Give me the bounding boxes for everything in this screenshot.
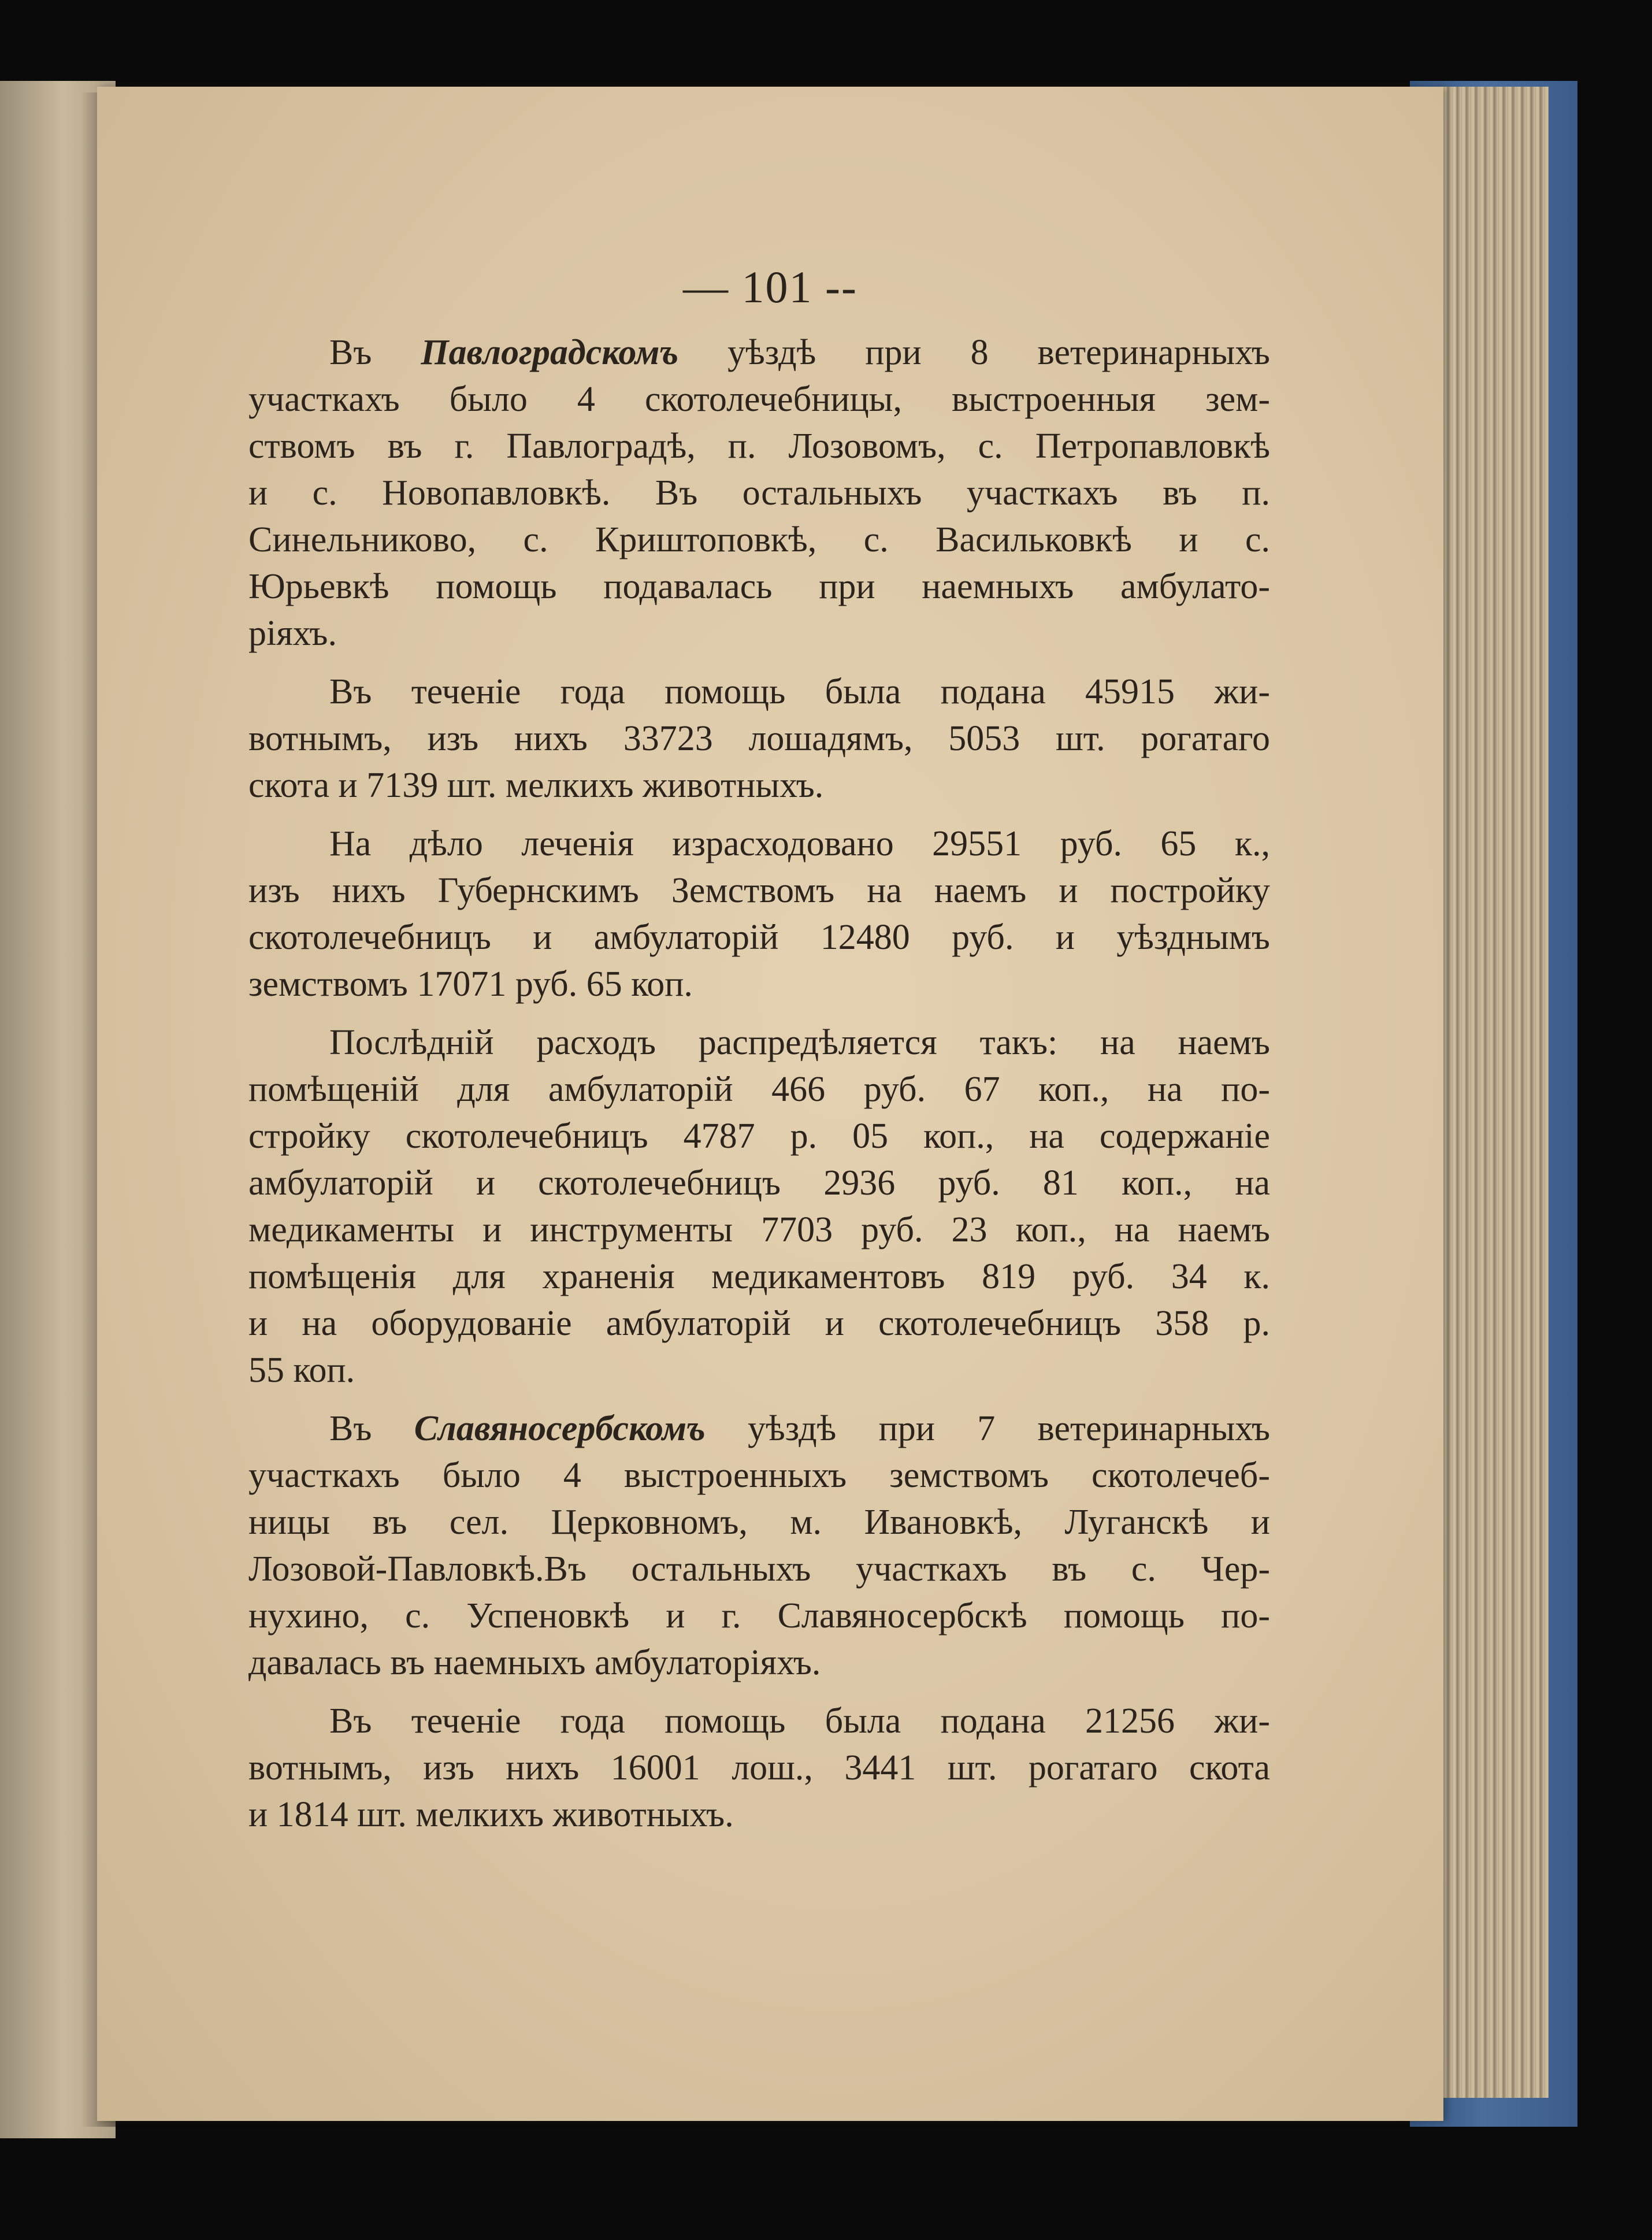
text-line	[248, 961, 1270, 1008]
text-line	[248, 762, 1270, 809]
page-edges	[1433, 87, 1549, 2098]
line-text: вотнымъ, изъ нихъ 33723 лошадямъ, 5053 шт. рогатаго	[248, 719, 1270, 758]
line-text: земствомъ 17071 руб. 65 коп.	[248, 965, 693, 1004]
text-line	[248, 1300, 1270, 1347]
line-text: скотолечебницъ и амбулаторій 12480 руб. и уѣзднымъ	[248, 918, 1270, 957]
line-text: Въ	[329, 333, 421, 372]
line-text: На дѣло леченія израсходовано 29551 руб. 65 к.,	[329, 824, 1270, 863]
line-text: скота и 7139 шт. мелкихъ животныхъ.	[248, 766, 824, 805]
text-line	[248, 517, 1270, 563]
text-line	[248, 1640, 1270, 1686]
paragraph	[248, 669, 1270, 809]
line-text: Послѣдній расходъ распредѣляется такъ: на наемъ	[329, 1023, 1270, 1062]
text-line	[248, 329, 1270, 376]
line-text: 55 коп.	[248, 1351, 355, 1390]
line-text: участкахъ было 4 скотолечебницы, выстроенныя зем-	[248, 380, 1270, 419]
text-line	[248, 1019, 1270, 1066]
line-text: ріяхъ.	[248, 614, 337, 653]
paragraph	[248, 329, 1270, 657]
text-line	[248, 1792, 1270, 1838]
line-text: ствомъ въ г. Павлоградѣ, п. Лозовомъ, с. Петропавловкѣ	[248, 427, 1270, 466]
district-name: Павлоградскомъ	[421, 333, 679, 372]
line-text: Въ теченіе года помощь была подана 21256 жи-	[329, 1701, 1270, 1741]
text-line	[248, 1113, 1270, 1160]
line-text: ницы въ сел. Церковномъ, м. Ивановкѣ, Луганскѣ и	[248, 1503, 1270, 1542]
text-line	[248, 423, 1270, 470]
line-text: уѣздѣ при 8 ветеринарныхъ	[678, 333, 1270, 372]
text-line	[248, 610, 1270, 657]
text-line	[248, 1745, 1270, 1792]
line-text: помѣщеній для амбулаторій 466 руб. 67 коп., на по-	[248, 1070, 1270, 1109]
district-name: Славяносербскомъ	[414, 1409, 706, 1448]
line-text: вотнымъ, изъ нихъ 16001 лош., 3441 шт. рогатаго скота	[248, 1748, 1270, 1787]
paragraph	[248, 1019, 1270, 1394]
text-line	[248, 821, 1270, 867]
text-line	[248, 1207, 1270, 1253]
line-text: Синельниково, с. Криштоповкѣ, с. Васильковкѣ и с.	[248, 520, 1270, 559]
line-text: Юрьевкѣ помощь подавалась при наемныхъ амбулато-	[248, 567, 1270, 606]
page-body-text	[248, 329, 1270, 1850]
line-text: нухино, с. Успеновкѣ и г. Славяносербскѣ помощь по-	[248, 1596, 1270, 1636]
line-text: амбулаторій и скотолечебницъ 2936 руб. 81 коп., на	[248, 1163, 1270, 1203]
text-line	[248, 867, 1270, 914]
text-line	[248, 1405, 1270, 1452]
text-line	[248, 1593, 1270, 1640]
line-text: и с. Новопавловкѣ. Въ остальныхъ участкахъ въ п.	[248, 473, 1270, 513]
text-line	[248, 669, 1270, 715]
paragraph	[248, 1698, 1270, 1838]
book-page	[97, 87, 1443, 2121]
line-text: и на оборудованіе амбулаторій и скотолечебницъ 358 р.	[248, 1304, 1270, 1343]
text-line	[248, 1546, 1270, 1593]
line-text: Лозовой-Павловкѣ.Въ остальныхъ участкахъ въ с. Чер-	[248, 1549, 1270, 1589]
text-line	[248, 376, 1270, 423]
line-text: Въ теченіе года помощь была подана 45915 жи-	[329, 672, 1270, 711]
line-text: участкахъ было 4 выстроенныхъ земствомъ скотолечеб-	[248, 1456, 1270, 1495]
paragraph	[248, 821, 1270, 1008]
line-text: уѣздѣ при 7 ветеринарныхъ	[705, 1409, 1270, 1448]
text-line	[248, 1066, 1270, 1113]
text-line	[248, 1253, 1270, 1300]
line-text: стройку скотолечебницъ 4787 р. 05 коп., на содержаніе	[248, 1117, 1270, 1156]
line-text: и 1814 шт. мелкихъ животныхъ.	[248, 1795, 734, 1834]
text-line	[248, 914, 1270, 961]
line-text: изъ нихъ Губернскимъ Земствомъ на наемъ и постройку	[248, 871, 1270, 910]
text-line	[248, 1160, 1270, 1207]
page-number: — 101 --	[683, 262, 857, 312]
line-text: медикаменты и инструменты 7703 руб. 23 коп., на наемъ	[248, 1210, 1270, 1249]
text-line	[248, 1499, 1270, 1546]
text-line	[248, 563, 1270, 610]
text-line	[248, 1698, 1270, 1745]
text-line	[248, 1452, 1270, 1499]
line-text: Въ	[329, 1409, 414, 1448]
text-line	[248, 1347, 1270, 1394]
text-line	[248, 715, 1270, 762]
text-line	[248, 470, 1270, 517]
line-text: давалась въ наемныхъ амбулаторіяхъ.	[248, 1643, 821, 1682]
paragraph	[248, 1405, 1270, 1686]
line-text: помѣщенія для храненія медикаментовъ 819 руб. 34 к.	[248, 1257, 1270, 1296]
